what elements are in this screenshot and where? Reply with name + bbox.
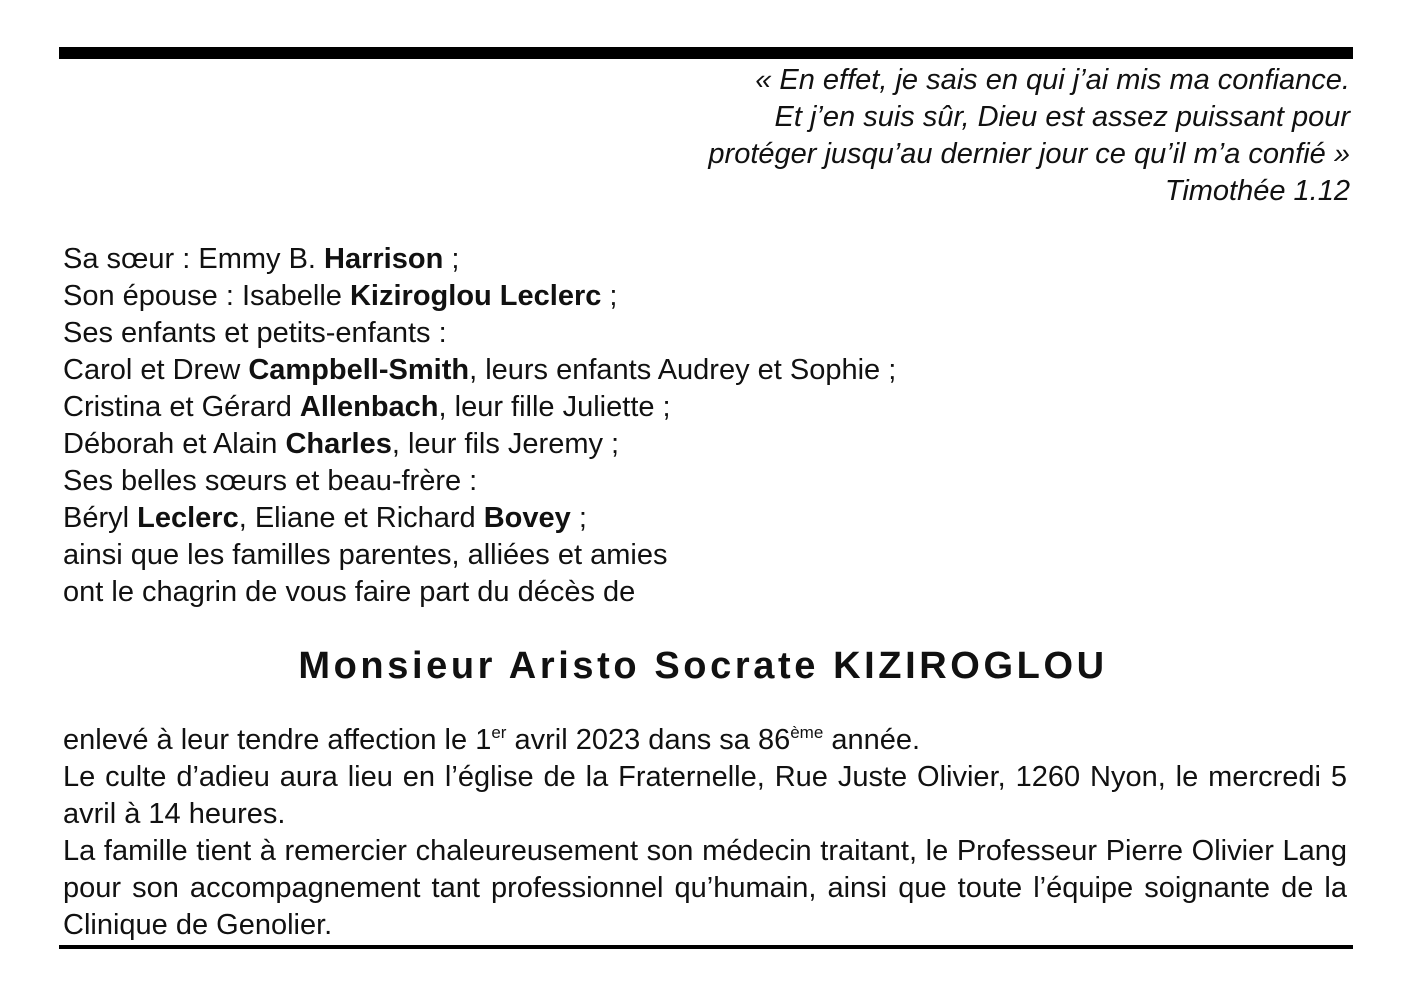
family-line-enfants-heading: Ses enfants et petits-enfants : — [63, 317, 447, 349]
family-text: ; — [570, 502, 587, 534]
family-text: ; — [443, 243, 460, 275]
epigraph-quote — [450, 62, 1350, 210]
family-text: Son épouse : Isabelle — [63, 280, 350, 312]
quote-reference: Timothée 1.12 — [1164, 175, 1350, 207]
family-surname: Campbell-Smith — [248, 354, 470, 386]
family-line-leclerc-bovey — [63, 500, 896, 537]
family-surname: Kiziroglou Leclerc — [349, 280, 602, 312]
quote-line-1: « En effet, je sais en qui j’ai mis ma confiance. — [755, 64, 1350, 96]
family-list — [63, 241, 896, 611]
family-line-epouse — [63, 278, 896, 315]
family-text: Sa sœur : Emmy B. — [63, 243, 325, 275]
funeral-details — [63, 722, 1347, 944]
family-text: , leur fils Jeremy ; — [391, 428, 620, 460]
family-text: , leurs enfants Audrey et Sophie ; — [469, 354, 897, 386]
ceremony-paragraph: Le culte d’adieu aura lieu en l’église de la Fraternelle, Rue Juste Olivier, 1260 Nyon, le mercredi 5 avril à 14 heures. — [63, 761, 1347, 830]
details-text: avril 2023 dans sa 86 — [506, 724, 791, 756]
family-text: ; — [601, 280, 618, 312]
details-text: année. — [823, 724, 921, 756]
family-surname: Harrison — [324, 243, 444, 275]
deceased-name: Monsieur Aristo Socrate KIZIROGLOU — [298, 645, 1108, 687]
family-line-familles: ainsi que les familles parentes, alliées et amies — [63, 539, 668, 571]
passing-date-line — [63, 722, 1347, 759]
family-line-chagrin: ont le chagrin de vous faire part du décès de — [63, 576, 636, 608]
details-text: enlevé à leur tendre affection le 1 — [63, 724, 492, 756]
family-surname: Charles — [285, 428, 392, 460]
family-text: Déborah et Alain — [63, 428, 286, 460]
ordinal-superscript: er — [491, 723, 507, 742]
ordinal-superscript: ème — [790, 723, 824, 742]
quote-line-2: Et j’en suis sûr, Dieu est assez puissant pour — [774, 101, 1350, 133]
top-rule — [59, 47, 1353, 59]
family-text: Carol et Drew — [63, 354, 249, 386]
bottom-rule — [59, 945, 1353, 949]
family-surname: Leclerc — [137, 502, 239, 534]
family-text: Béryl — [63, 502, 138, 534]
family-line-charles — [63, 426, 896, 463]
family-line-campbell — [63, 352, 896, 389]
family-surname: Allenbach — [299, 391, 439, 423]
family-text: , Eliane et Richard — [238, 502, 484, 534]
family-text: Cristina et Gérard — [63, 391, 300, 423]
family-line-belles-heading: Ses belles sœurs et beau-frère : — [63, 465, 478, 497]
thanks-paragraph: La famille tient à remercier chaleureusement son médecin traitant, le Professeur Pierre Olivier Lang pour son accompagnement tant professionnel qu’humain, ainsi que toute l’équipe soignante de la Clinique de Genolier. — [63, 835, 1347, 941]
quote-line-3: protéger jusqu’au dernier jour ce qu’il m’a confié » — [708, 138, 1350, 170]
family-surname: Bovey — [483, 502, 571, 534]
family-line-allenbach — [63, 389, 896, 426]
family-line-soeur — [63, 241, 896, 278]
family-text: , leur fille Juliette ; — [438, 391, 671, 423]
